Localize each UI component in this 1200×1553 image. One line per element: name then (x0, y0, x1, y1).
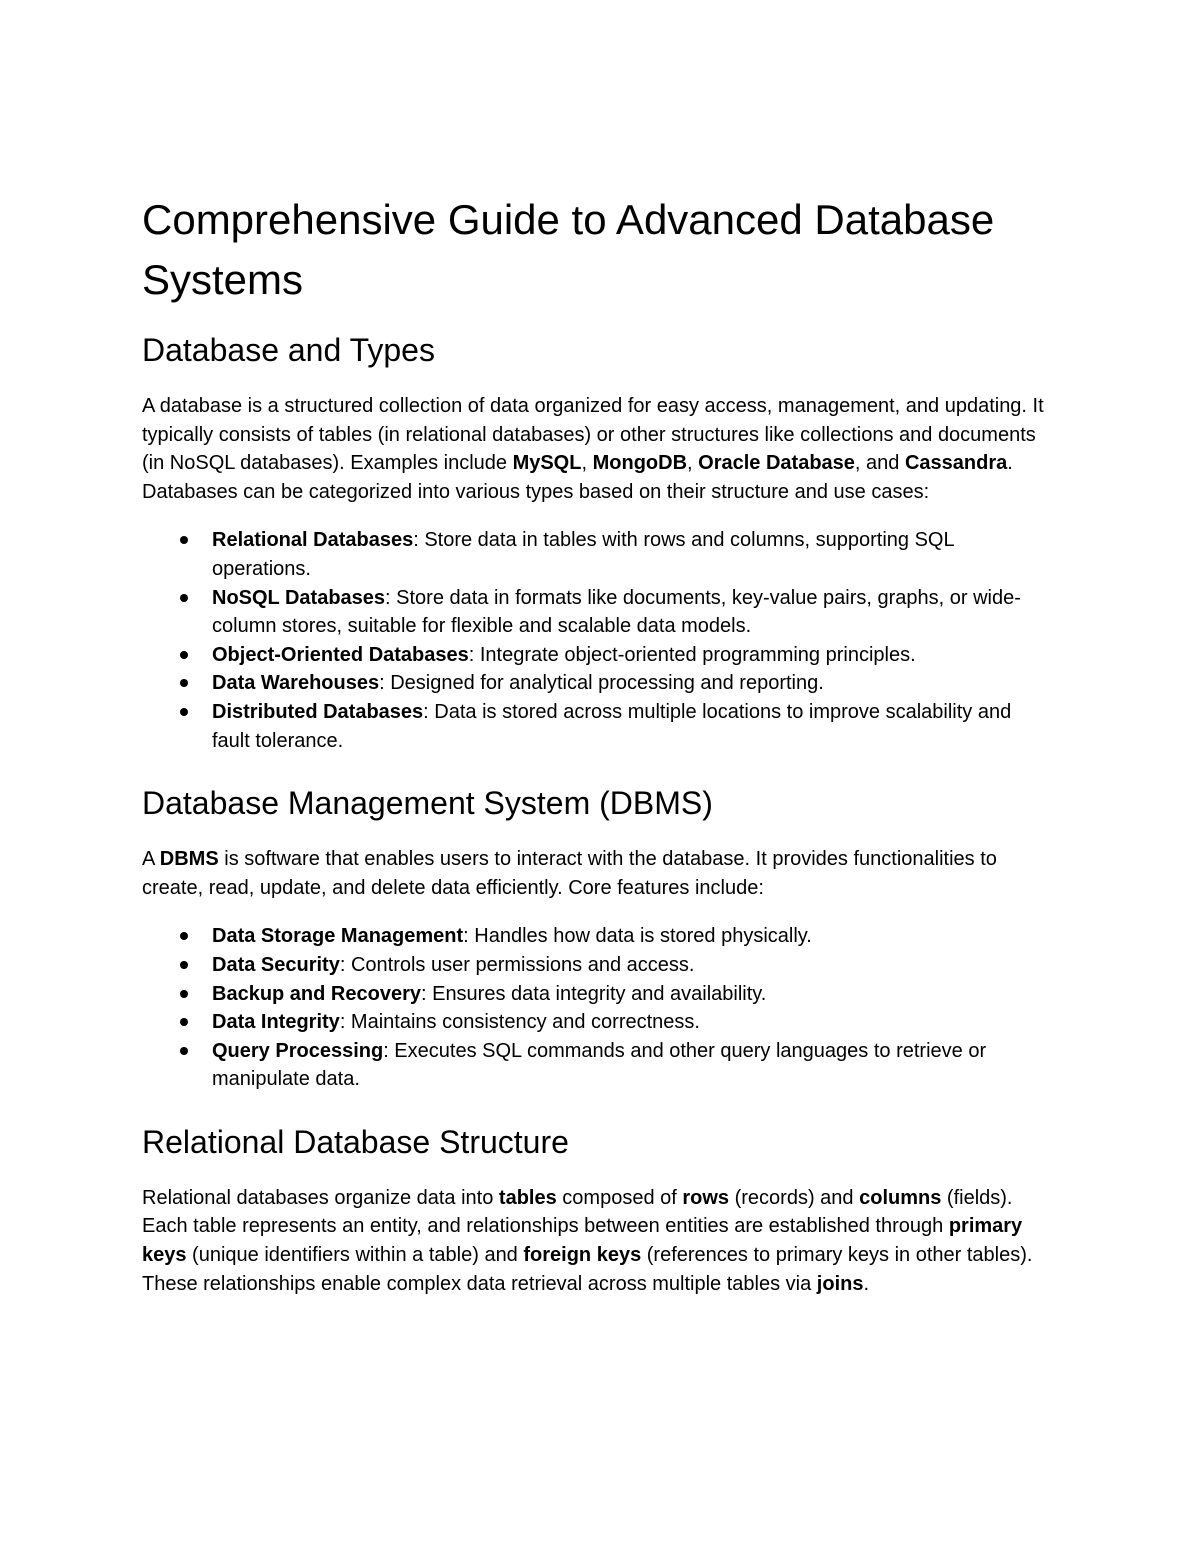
list-item (212, 980, 1050, 1009)
list-item (212, 584, 1050, 641)
section-database-and-types (142, 330, 1050, 755)
bold-term: MySQL (512, 452, 582, 475)
bullet-text: : Maintains consistency and correctness. (339, 1011, 700, 1034)
bullet-term: Object-Oriented Databases (212, 643, 469, 666)
text-run: (fields). Each table represents an entity, and relationships between entities are established through (142, 1186, 1013, 1238)
bullet-term: Data Storage Management (212, 925, 464, 948)
text-run: (records) and (729, 1186, 860, 1209)
text-run: , (581, 452, 593, 475)
list-item (212, 951, 1050, 980)
bullet-text: : Store data in tables with rows and columns, supporting SQL operations. (212, 529, 954, 580)
section-paragraph (142, 845, 1050, 902)
bold-term: rows (682, 1186, 730, 1209)
bold-term: DBMS (159, 848, 219, 871)
bold-term: primary keys (142, 1215, 1023, 1267)
text-run: composed of (556, 1186, 683, 1209)
bullet-term: Distributed Databases (212, 700, 424, 723)
list-item (212, 922, 1050, 951)
text-run: . (863, 1272, 870, 1295)
bullet-text: : Ensures data integrity and availability. (420, 982, 767, 1005)
section-paragraph (142, 1184, 1050, 1298)
document-title: Comprehensive Guide to Advanced Database Systems (142, 196, 995, 303)
text-run: , and (854, 452, 905, 475)
bold-term: tables (498, 1186, 557, 1209)
list-item (212, 526, 1050, 583)
bullet-term: Relational Databases (212, 529, 414, 552)
text-run: A database is a structured collection of data organized for easy access, management, and updating. It typically consists of tables (in relational databases) or other structures like collections and documents (in NoSQL databases). Examples include (142, 395, 1044, 475)
bullet-text: : Designed for analytical processing and reporting. (379, 672, 824, 695)
bullet-text: : Handles how data is stored physically. (463, 925, 812, 948)
section-dbms (142, 783, 1050, 1094)
bold-term: Cassandra (904, 452, 1008, 475)
bold-term: joins (816, 1272, 864, 1295)
list-item (212, 1037, 1050, 1094)
bullet-text: : Integrate object-oriented programming principles. (468, 643, 916, 666)
text-run: Relational databases organize data into (142, 1186, 499, 1209)
text-run: (unique identifiers within a table) and (186, 1244, 524, 1267)
bold-term: Oracle Database (698, 452, 855, 475)
bullet-text: : Store data in formats like documents, key-value pairs, graphs, or wide-column stores, suitable for flexible and scalable data models. (212, 586, 1021, 638)
section-heading: Relational Database Structure (142, 1123, 569, 1160)
list-item (212, 698, 1050, 755)
bullet-term: Query Processing (212, 1039, 384, 1062)
bullet-term: Backup and Recovery (212, 982, 421, 1005)
bullet-term: NoSQL Databases (212, 586, 386, 609)
text-run: , (687, 452, 699, 475)
bullet-list (142, 922, 1050, 1094)
list-item (212, 1008, 1050, 1037)
text-run: (references to primary keys in other tables). These relationships enable complex data retrieval across multiple tables via (142, 1244, 1033, 1295)
bold-term: foreign keys (523, 1244, 642, 1267)
text-run: . Databases can be categorized into various types based on their structure and use cases: (142, 452, 1013, 503)
bullet-list (142, 526, 1050, 755)
bold-term: columns (859, 1186, 942, 1209)
text-run: is software that enables users to interact with the database. It provides functionalities to create, read, update, and delete data efficiently. Core features include: (142, 848, 997, 899)
text-run: A (142, 848, 160, 871)
section-relational-structure (142, 1122, 1050, 1298)
list-item (212, 641, 1050, 670)
list-item (212, 669, 1050, 698)
section-paragraph (142, 392, 1050, 506)
section-heading: Database Management System (DBMS) (142, 785, 713, 822)
bullet-text: : Data is stored across multiple locations to improve scalability and fault tolerance. (212, 700, 1012, 752)
bold-term: MongoDB (592, 452, 688, 475)
bullet-text: : Executes SQL commands and other query languages to retrieve or manipulate data. (212, 1039, 987, 1091)
bullet-term: Data Security (212, 953, 340, 976)
bullet-term: Data Integrity (212, 1011, 340, 1034)
section-heading: Database and Types (142, 332, 435, 368)
bullet-term: Data Warehouses (212, 672, 380, 695)
bullet-text: : Controls user permissions and access. (339, 953, 695, 976)
